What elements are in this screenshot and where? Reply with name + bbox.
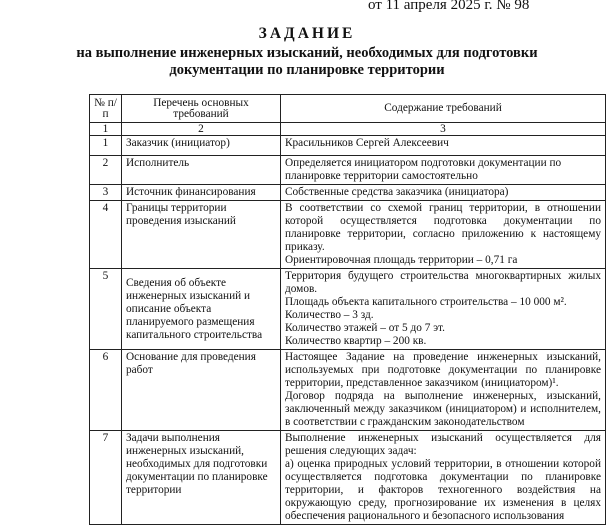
table-row — [90, 136, 606, 156]
document-reference: от 11 апреля 2025 г. № 98 — [368, 0, 530, 13]
table-row — [90, 269, 606, 350]
row-item: Заказчик (инициатор) — [122, 136, 281, 156]
row-content — [281, 136, 606, 156]
row-number: 4 — [90, 201, 122, 269]
row-item: Исполнитель — [122, 156, 281, 185]
row-item: Границы территории проведения изысканий — [122, 201, 281, 269]
row-content — [281, 350, 606, 431]
column-index: 1 — [90, 123, 122, 136]
content-paragraph: Настоящее Задание на проведение инженерных изысканий, используемых при подготовке документации по планировке территории, представленное заказчиком (инициатором)¹. — [285, 351, 601, 389]
content-paragraph: Красильников Сергей Алексеевич — [285, 137, 449, 149]
column-index: 3 — [281, 123, 606, 136]
content-paragraph: В соответствии со схемой границ территории, в отношении которой осуществляется подготовка документации по планировке территории, согласно приложению к настоящему приказу. — [285, 202, 601, 253]
row-content — [281, 185, 606, 201]
subtitle-line-1: на выполнение инженерных изысканий, необходимых для подготовки — [76, 45, 538, 61]
document-title: ЗАДАНИЕ — [258, 25, 356, 42]
row-number: 7 — [90, 431, 122, 525]
row-content — [281, 201, 606, 269]
content-paragraph: Ориентировочная площадь территории – 0,71 га — [285, 254, 518, 266]
table-row — [90, 156, 606, 185]
content-paragraph: Собственные средства заказчика (инициатора) — [285, 186, 509, 198]
content-paragraph: Количество – 3 зд. — [285, 309, 374, 321]
table-row — [90, 185, 606, 201]
row-number: 1 — [90, 136, 122, 156]
content-paragraph: а) оценка природных условий территории, в отношении которой осуществляется подготовка документации по планировке территории, и факторов техногенного воздействия на окружающую среду, прогнозирование их изменения в целях обеспечения рационального и безопасного использования — [285, 458, 601, 522]
content-paragraph: Территория будущего строительства многоквартирных жилых домов. — [285, 270, 601, 295]
table-header-row — [90, 95, 606, 123]
row-number: 5 — [90, 269, 122, 350]
row-number: 2 — [90, 156, 122, 185]
content-paragraph: Количество квартир – 200 кв. — [285, 335, 427, 347]
table-row — [90, 201, 606, 269]
column-index-row — [90, 123, 606, 136]
content-paragraph: Количество этажей – от 5 до 7 эт. — [285, 322, 445, 334]
header-content: Содержание требований — [281, 95, 606, 123]
header-item: Перечень основных требований — [122, 95, 281, 123]
subtitle-line-2: документации по планировке территории — [169, 62, 445, 78]
row-item: Основание для проведения работ — [122, 350, 281, 431]
content-paragraph: Выполнение инженерных изысканий осуществляется для решения следующих задач: — [285, 432, 601, 457]
requirements-table — [89, 94, 606, 525]
row-item: Задачи выполнения инженерных изысканий, необходимых для подготовки документации по планировке территории — [122, 431, 281, 525]
column-index: 2 — [122, 123, 281, 136]
content-paragraph: Определяется инициатором подготовки документации по планировке территории самостоятельно — [285, 157, 562, 182]
row-content — [281, 156, 606, 185]
header-num: № п/п — [90, 95, 122, 123]
row-item: Сведения об объекте инженерных изысканий и описание объекта планируемого размещения капитального строительства — [122, 269, 281, 350]
document-subtitle — [0, 45, 614, 79]
content-paragraph: Площадь объекта капитального строительства – 10 000 м². — [285, 296, 567, 308]
row-content — [281, 431, 606, 525]
content-paragraph: Договор подряда на выполнение инженерных, изысканий, заключенный между заказчиком (инициатором) и исполнителем, в соответствии с гражданским законодательством — [285, 390, 601, 428]
row-item: Источник финансирования — [122, 185, 281, 201]
row-number: 6 — [90, 350, 122, 431]
table-row — [90, 350, 606, 431]
row-number: 3 — [90, 185, 122, 201]
table-row — [90, 431, 606, 525]
row-content — [281, 269, 606, 350]
